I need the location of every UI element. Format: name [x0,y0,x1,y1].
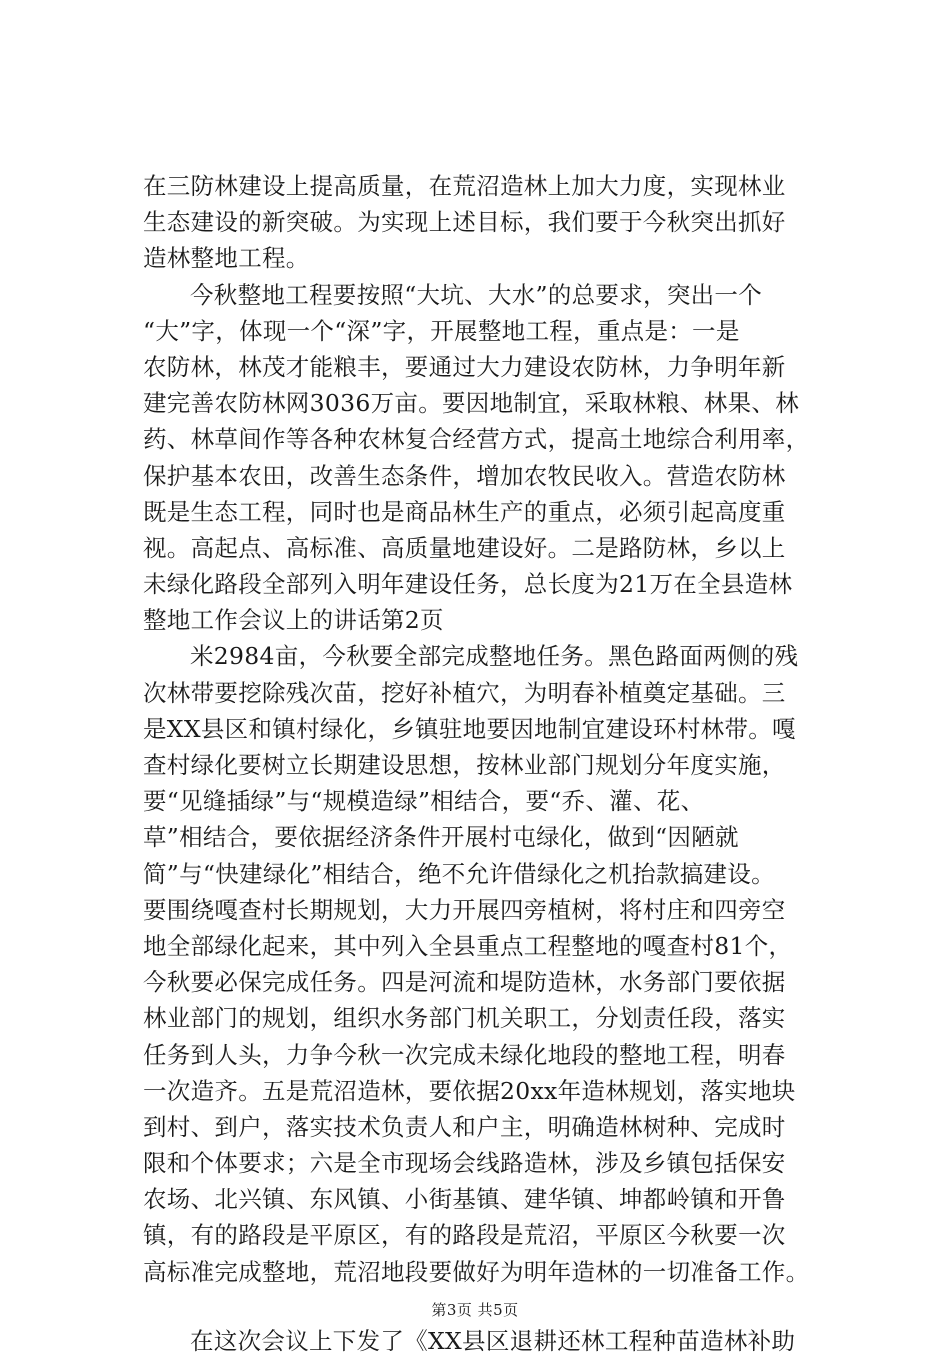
text-line: 未绿化路段全部列入明年建设任务，总长度为21万在全县造林 [143,570,793,599]
text-line: 要“见缝插绿”与“规模造绿”相结合，要“乔、灌、花、 [143,787,705,816]
text-line: 要围绕嘎查村长期规划，大力开展四旁植树，将村庄和四旁空 [143,895,786,924]
text-line: 一次造齐。五是荒沼造林，要依据20xx年造林规划，落实地块 [143,1076,796,1105]
text-line: “大”字，体现一个“深”字，开展整地工程，重点是：一是 [143,316,740,345]
paragraph-first-line: 在这次会议上下发了《XX县区退耕还林工程种苗造林补助 [190,1326,796,1355]
document-body [143,168,843,1359]
text-line: 视。高起点、高标准、高质量地建设好。二是路防林，乡以上 [143,533,786,562]
page-number-footer: 第3页 共5页 [431,1301,519,1319]
text-line: 建完善农防林网3036万亩。要因地制宜，采取林粮、林果、林 [143,389,800,418]
text-line: 农场、北兴镇、东风镇、小街基镇、建华镇、坤都岭镇和开鲁 [143,1185,786,1214]
text-line: 是XX县区和镇村绿化，乡镇驻地要因地制宜建设环村林带。嘎 [143,714,796,743]
text-line: 次林带要挖除残次苗，挖好补植穴，为明春补植奠定基础。三 [143,678,786,707]
text-line: 既是生态工程，同时也是商品林生产的重点，必须引起高度重 [143,497,786,526]
text-line: 到村、到户，落实技术负责人和户主，明确造林树种、完成时 [143,1112,786,1141]
text-line: 地全部绿化起来，其中列入全县重点工程整地的嘎查村81个， [143,931,793,960]
text-line: 在三防林建设上提高质量，在荒沼造林上加大力度，实现林业 [143,172,786,200]
paragraph-first-line: 今秋整地工程要按照“大坑、大水”的总要求，突出一个 [190,280,763,309]
text-line: 药、林草间作等各种农林复合经营方式，提高土地综合利用率， [143,425,810,454]
text-line: 高标准完成整地，荒沼地段要做好为明年造林的一切准备工作。 [143,1257,810,1286]
text-line: 简”与“快建绿化”相结合，绝不允许借绿化之机抬款搞建设。 [143,859,775,888]
text-line: 草”相结合，要依据经济条件开展村屯绿化，做到“因陋就 [143,823,739,852]
text-line: 镇，有的路段是平原区，有的路段是荒沼，平原区今秋要一次 [143,1221,786,1250]
text-line: 林业部门的规划，组织水务部门机关职工，分划责任段，落实 [143,1004,786,1033]
text-line: 任务到人头，力争今秋一次完成未绿化地段的整地工程，明春 [143,1040,786,1069]
text-line: 查村绿化要树立长期建设思想，按林业部门规划分年度实施， [143,751,786,779]
text-line: 今秋要必保完成任务。四是河流和堤防造林，水务部门要依据 [143,968,786,997]
text-line: 整地工作会议上的讲话第2页 [143,606,444,635]
text-line: 保护基本农田，改善生态条件，增加农牧民收入。营造农防林 [143,461,786,490]
text-line: 生态建设的新突破。为实现上述目标，我们要于今秋突出抓好 [143,208,786,237]
text-line: 农防林，林茂才能粮丰，要通过大力建设农防林，力争明年新 [143,352,786,381]
paragraph-first-line: 米2984亩，今秋要全部完成整地任务。黑色路面两侧的残 [190,642,799,671]
text-line: 限和个体要求；六是全市现场会线路造林，涉及乡镇包括保安 [143,1149,786,1178]
text-line: 造林整地工程。 [143,244,310,273]
